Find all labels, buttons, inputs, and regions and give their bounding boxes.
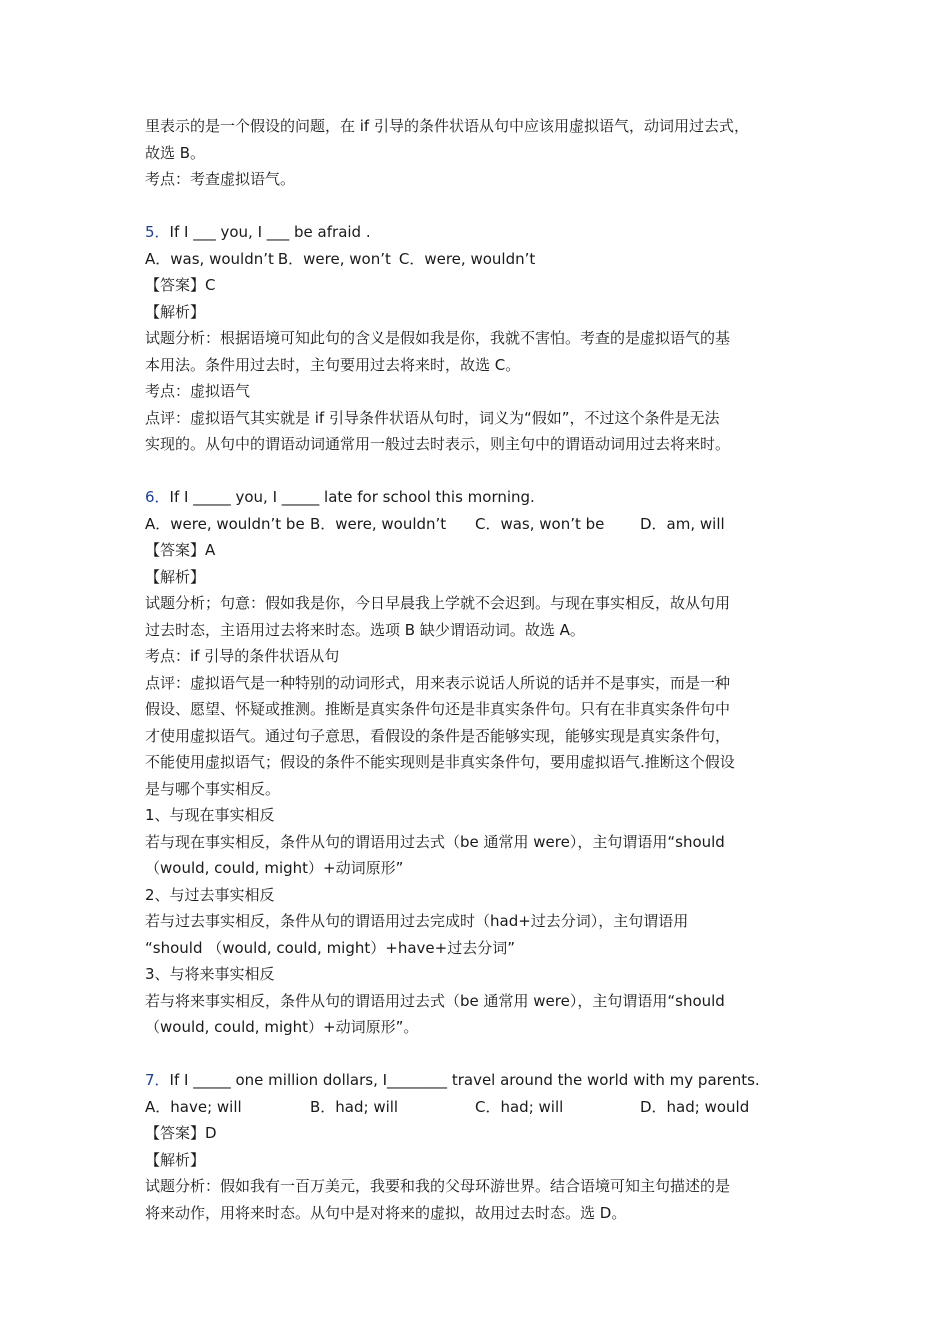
options-row xyxy=(145,246,805,273)
text-line: 里表示的是一个假设的问题，在 if 引导的条件状语从句中应该用虚拟语气，动词用过去式， xyxy=(145,117,749,135)
option: B．were, wouldn’t xyxy=(310,514,447,533)
option: B．were, won’t xyxy=(277,249,391,268)
text-line: （would, could, might）+动词原形” xyxy=(145,859,404,877)
stem-text: If I _____ one million dollars, I________ travel around the world with my parents. xyxy=(169,1071,760,1089)
text-line: 点评：虚拟语气是一种特别的动词形式，用来表示说话人所说的话并不是事实，而是一种 xyxy=(145,673,731,692)
option: C．was, won’t be xyxy=(475,514,605,533)
question-stem xyxy=(145,219,805,246)
text-line: 考点：考查虚拟语气。 xyxy=(145,170,296,188)
answer-line: 【答案】A xyxy=(145,541,216,559)
options-row xyxy=(145,1094,805,1121)
question-number: 7． xyxy=(145,1071,170,1089)
text-line: 考点：if 引导的条件状语从句 xyxy=(145,647,340,665)
text-line: 实现的。从句中的谓语动词通常用一般过去时表示，则主句中的谓语动词用过去将来时。 xyxy=(145,435,731,453)
text-line: 是与哪个事实相反。 xyxy=(145,779,281,798)
question-number: 5． xyxy=(145,223,170,241)
question-stem xyxy=(145,1067,805,1094)
document-page xyxy=(145,113,805,1226)
text-line: 不能使用虚拟语气；假设的条件不能实现则是非真实条件句，要用虚拟语气.推断这个假设 xyxy=(145,753,735,771)
text-line: 3、与将来事实相反 xyxy=(145,965,275,983)
question-number: 6． xyxy=(145,488,170,506)
text-line: 故选 B。 xyxy=(145,143,206,162)
text-line: 考点：虚拟语气 xyxy=(145,382,251,400)
option: A．were, wouldn’t be xyxy=(145,514,305,533)
stem-text: If I _____ you, I _____ late for school this morning. xyxy=(169,488,535,506)
text-line: 试题分析：假如我有一百万美元，我要和我的父母环游世界。结合语境可知主句描述的是 xyxy=(145,1177,731,1195)
text-line: 本用法。条件用过去时，主句要用过去将来时，故选 C。 xyxy=(145,355,521,374)
option: C．had; will xyxy=(475,1097,564,1116)
text-line: 1、与现在事实相反 xyxy=(145,806,275,824)
options-row xyxy=(145,511,805,538)
analysis-label: 【解析】 xyxy=(145,302,206,321)
text-line: 若与现在事实相反，条件从句的谓语用过去式（be 通常用 were），主句谓语用“should xyxy=(145,832,725,851)
stem-text: If I ___ you, I ___ be afraid . xyxy=(169,223,371,241)
text-line: 若与将来事实相反，条件从句的谓语用过去式（be 通常用 were），主句谓语用“should xyxy=(145,991,725,1010)
option: C．were, wouldn’t xyxy=(398,249,536,268)
text-line: 过去时态，主语用过去将来时态。选项 B 缺少谓语动词。故选 A。 xyxy=(145,620,585,639)
option: B．had; will xyxy=(310,1097,399,1116)
text-line: （would, could, might）+动词原形”。 xyxy=(145,1018,419,1036)
question-stem xyxy=(145,484,805,511)
text-line: 试题分析；句意：假如我是你，今日早晨我上学就不会迟到。与现在事实相反，故从句用 xyxy=(145,594,731,612)
answer-line: 【答案】C xyxy=(145,276,216,294)
text-line: “should （would, could, might）+have+过去分词” xyxy=(145,938,515,957)
option: D．had; would xyxy=(640,1097,750,1116)
analysis-label: 【解析】 xyxy=(145,1150,206,1169)
text-line: 才使用虚拟语气。通过句子意思，看假设的条件是否能够实现，能够实现是真实条件句， xyxy=(145,726,731,745)
answer-line: 【答案】D xyxy=(145,1124,217,1142)
option: A．have; will xyxy=(145,1097,242,1116)
analysis-label: 【解析】 xyxy=(145,567,206,586)
option: D．am, will xyxy=(640,514,725,533)
text-line: 点评：虚拟语气其实就是 if 引导条件状语从句时，词义为“假如”，不过这个条件是无法 xyxy=(145,408,720,427)
text-line: 2、与过去事实相反 xyxy=(145,885,275,904)
text-line: 假设、愿望、怀疑或推测。推断是真实条件句还是非真实条件句。只有在非真实条件句中 xyxy=(145,700,731,718)
text-line: 试题分析：根据语境可知此句的含义是假如我是你，我就不害怕。考查的是虚拟语气的基 xyxy=(145,329,731,347)
text-line: 将来动作，用将来时态。从句中是对将来的虚拟，故用过去时态。选 D。 xyxy=(145,1203,627,1222)
text-line: 若与过去事实相反，条件从句的谓语用过去完成时（had+过去分词），主句谓语用 xyxy=(145,912,689,930)
option: A．was, wouldn’t xyxy=(145,249,274,268)
